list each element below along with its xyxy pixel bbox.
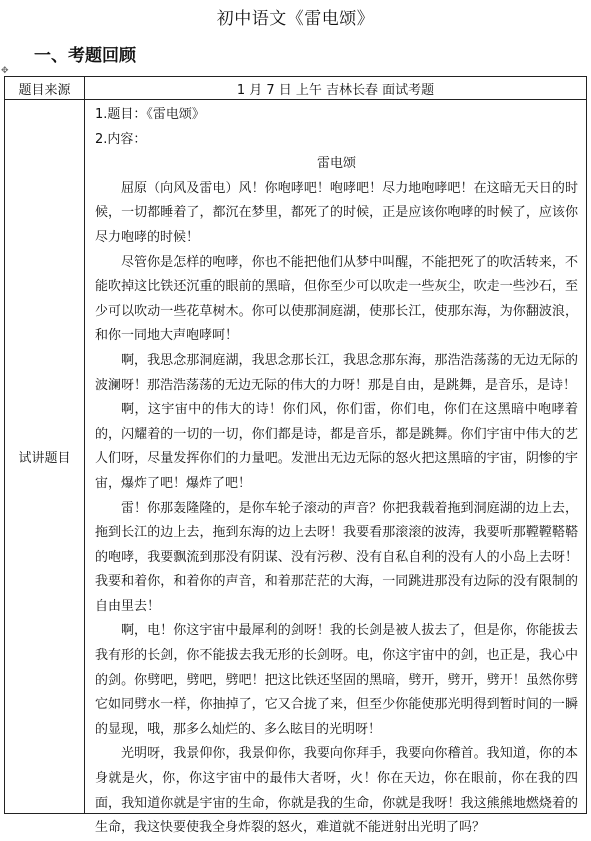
source-label-cell: 题目来源	[5, 77, 85, 100]
source-value-cell: 1 月 7 日 上午 吉林长春 面试考题	[85, 77, 587, 100]
topic-label-cell: 试讲题目	[5, 100, 85, 814]
section-heading: 一、考题回顾	[34, 46, 136, 66]
poem-paragraph: 啊，这宇宙中的伟大的诗！你们风，你们雷，你们电，你们在这黑暗中咆哮着的，闪耀着的一切的一切，你们都是诗，都是音乐，都是跳舞。你们宇宙中伟大的艺人们呀，尽量发挥你们的力量吧。发泄出无边无际的怒火把这黑暗的宇宙，阴惨的宇宙，爆炸了吧！爆炸了吧！	[95, 402, 578, 491]
poem-paragraph: 屈原（向风及雷电）风！你咆哮吧！咆哮吧！尽力地咆哮吧！在这暗无天日的时候，一切都睡着了，都沉在梦里，都死了的时候，正是应该你咆哮的时候了，应该你尽力咆哮的时候！	[95, 180, 578, 245]
table-content-row	[5, 100, 587, 814]
exam-table	[4, 76, 587, 836]
table-anchor-icon[interactable]: ✥	[1, 66, 9, 76]
item-content-line: 2.内容：	[95, 131, 147, 147]
table-header-row	[5, 77, 587, 100]
poem-paragraph: 尽管你是怎样的咆哮，你也不能把他们从梦中叫醒，不能把死了的吹活转来，不能吹掉这比铁还沉重的眼前的黑暗，但你至少可以吹走一些灰尘，吹走一些沙石，至少可以吹动一些花草树木。你可以使那洞庭湖，使那长江，使那东海，为你翻波浪，和你一同地大声咆哮呵！	[95, 254, 578, 344]
poem-paragraph: 光明呀，我景仰你，我景仰你，我要向你拜手，我要向你稽首。我知道，你的本身就是火，你，你这宇宙中的最伟大者呀，火！你在天边，你在眼前，你在我的四面，我知道你就是宇宙的生命，你就是我的生命，你就是我呀！我这熊熊地燃烧着的生命，我这快要使我全身炸裂的怒火，难道就不能迸射出光明了吗？	[95, 746, 578, 836]
poem-paragraph: 啊，电！你这宇宙中最犀利的剑呀！我的长剑是被人拔去了，但是你，你能拔去我有形的长剑，你不能拔去我无形的长剑呀。电，你这宇宙中的剑，也正是，我心中的剑。你劈吧，劈吧，劈吧！把这比铁还坚固的黑暗，劈开，劈开，劈开！虽然你劈它如同劈水一样，你抽掉了，它又合拢了来，但至少你能使那光明得到暂时间的一瞬的显现，哦，那多么灿烂的、多么眩目的光明呀！	[95, 623, 578, 737]
poem-title: 雷电颂	[316, 156, 356, 172]
document-title: 初中语文《雷电颂》	[216, 9, 375, 29]
poem-paragraph: 啊，我思念那洞庭湖，我思念那长江，我思念那东海，那浩浩荡荡的无边无际的波澜呀！那浩浩荡荡的无边无际的伟大的力呀！那是自由，是跳舞，是音乐，是诗！	[95, 352, 578, 393]
item-title-line: 1.题目：《雷电颂》	[95, 107, 205, 122]
topic-content-cell	[85, 100, 587, 836]
poem-paragraph: 雷！你那轰隆隆的，是你车轮子滚动的声音？你把我载着拖到洞庭湖的边上去，拖到长江的边上去，拖到东海的边上去呀！我要看那滚滚的波涛，我要听那鞺鞺鞳鞳的咆哮，我要飘流到那没有阴谋、没有污秽、没有自私自利的没有人的小岛上去呀！我要和着你，和着你的声音，和着那茫茫的大海，一同跳进那没有边际的没有限制的自由里去！	[95, 500, 578, 614]
